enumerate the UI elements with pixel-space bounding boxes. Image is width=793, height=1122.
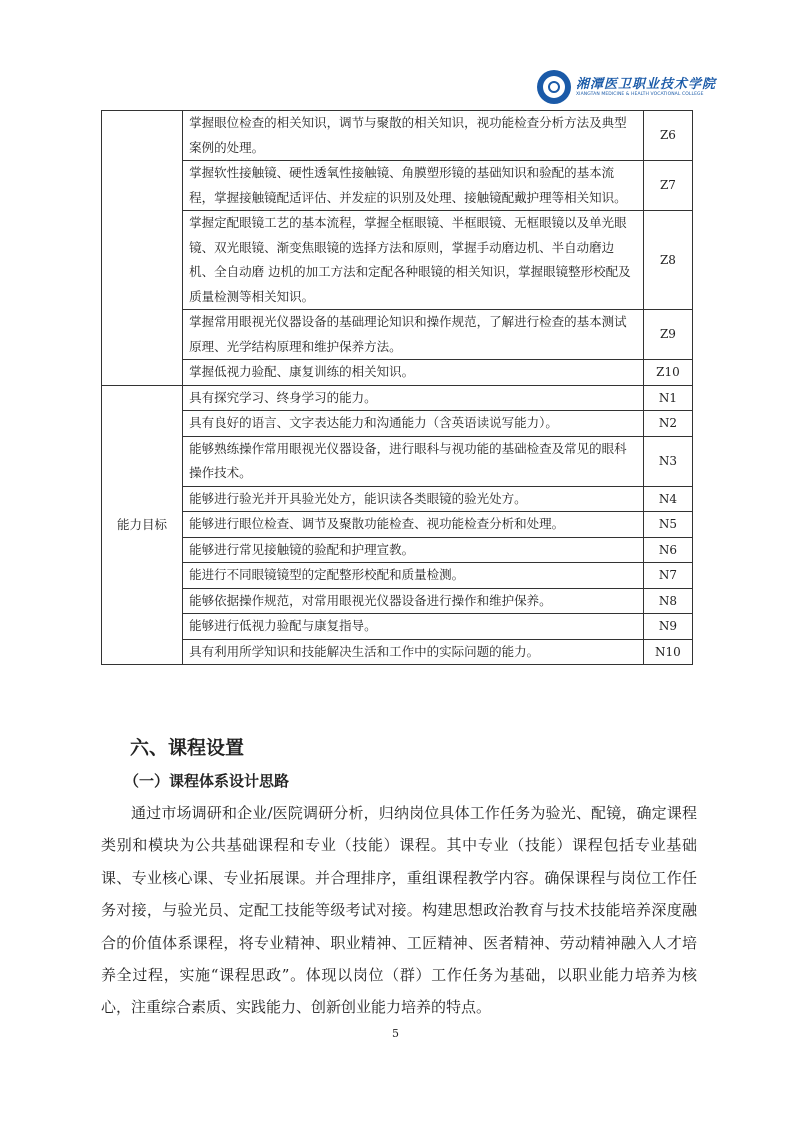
section-title: 六、课程设置	[130, 737, 245, 759]
table-row	[102, 211, 693, 310]
college-name-en: XIANGTAN MEDICINE & HEALTH VOCATIONAL COLLEGE	[576, 91, 704, 97]
goal-code: N7	[643, 563, 692, 589]
goal-code: Z7	[643, 161, 692, 211]
goal-code: N2	[643, 411, 692, 437]
table-row	[102, 588, 693, 614]
goal-description: 能够熟练操作常用眼视光仪器设备，进行眼科与视功能的基础检查及常见的眼科操作技术。	[183, 436, 644, 486]
goal-description: 掌握常用眼视光仪器设备的基础理论知识和操作规范，了解进行检查的基本测试原理、光学结构原理和维护保养方法。	[183, 310, 644, 360]
table-row	[102, 161, 693, 211]
table-row	[102, 512, 693, 538]
page-number: 5	[392, 1027, 399, 1040]
goal-code: N9	[643, 614, 692, 640]
category-cell-ability: 能力目标	[102, 385, 183, 665]
table-row	[102, 563, 693, 589]
goal-code: N5	[643, 512, 692, 538]
goal-description: 具有探究学习、终身学习的能力。	[183, 385, 644, 411]
table-row	[102, 639, 693, 665]
table-row	[102, 385, 693, 411]
category-cell-knowledge	[102, 111, 183, 386]
section-subtitle: （一）课程体系设计思路	[124, 772, 290, 790]
goal-description: 能够进行眼位检查、调节及聚散功能检查、视功能检查分析和处理。	[183, 512, 644, 538]
goal-description: 能够进行低视力验配与康复指导。	[183, 614, 644, 640]
goal-code: N3	[643, 436, 692, 486]
goal-description: 掌握定配眼镜工艺的基本流程，掌握全框眼镜、半框眼镜、无框眼镜以及单光眼 镜、双光眼镜、渐变焦眼镜的选择方法和原则，掌握手动磨边机、半自动磨边机、全自动磨 边机的加工方法和定配各种眼镜的相关知识，掌握眼镜整形校配及质量检测等相关知识。	[183, 211, 644, 310]
goal-description: 能够进行常见接触镜的验配和护理宣教。	[183, 537, 644, 563]
goal-code: N1	[643, 385, 692, 411]
table-row	[102, 537, 693, 563]
goal-code: N4	[643, 486, 692, 512]
body-paragraph: 通过市场调研和企业/医院调研分析，归纳岗位具体工作任务为验光、配镜，确定课程类别和模块为公共基础课程和专业（技能）课程。其中专业（技能）课程包括专业基础课、专业核心课、专业拓展课。并合理排序，重组课程教学内容。确保课程与岗位工作任务对接，与验光员、定配工技能等级考试对接。构建思想政治教育与技术技能培养深度融合的价值体系课程，将专业精神、职业精神、工匠精神、医者精神、劳动精神融入人才培养全过程，实施“课程思政”。体现以岗位（群）工作任务为基础，以职业能力培养为核心，注重综合素质、实践能力、创新创业能力培养的特点。	[101, 804, 697, 1017]
table-row	[102, 111, 693, 161]
table-row	[102, 411, 693, 437]
table-row	[102, 360, 693, 386]
goal-description: 掌握眼位检查的相关知识，调节与聚散的相关知识，视功能检查分析方法及典型案例的处理。	[183, 111, 644, 161]
goal-code: N8	[643, 588, 692, 614]
goal-description: 具有利用所学知识和技能解决生活和工作中的实际问题的能力。	[183, 639, 644, 665]
goal-description: 掌握软性接触镜、硬性透氧性接触镜、角膜塑形镜的基础知识和验配的基本流程，掌握接触镜配适评估、并发症的识别及处理、接触镜配戴护理等相关知识。	[183, 161, 644, 211]
goal-code: N10	[643, 639, 692, 665]
table-row	[102, 614, 693, 640]
table-row	[102, 436, 693, 486]
table-row	[102, 486, 693, 512]
college-emblem-icon	[537, 70, 571, 104]
college-name-cn: 湘潭医卫职业技术学院	[576, 76, 717, 92]
goal-description: 能够进行验光并开具验光处方，能识读各类眼镜的验光处方。	[183, 486, 644, 512]
goals-table	[101, 110, 693, 665]
goal-description: 能进行不同眼镜镜型的定配整形校配和质量检测。	[183, 563, 644, 589]
table-row	[102, 310, 693, 360]
goal-description: 掌握低视力验配、康复训练的相关知识。	[183, 360, 644, 386]
goal-code: N6	[643, 537, 692, 563]
goal-description: 能够依据操作规范，对常用眼视光仪器设备进行操作和维护保养。	[183, 588, 644, 614]
goal-code: Z10	[643, 360, 692, 386]
goal-code: Z9	[643, 310, 692, 360]
goal-code: Z6	[643, 111, 692, 161]
college-header-logo	[537, 70, 716, 104]
goal-code: Z8	[643, 211, 692, 310]
goal-description: 具有良好的语言、文字表达能力和沟通能力（含英语读说写能力）。	[183, 411, 644, 437]
